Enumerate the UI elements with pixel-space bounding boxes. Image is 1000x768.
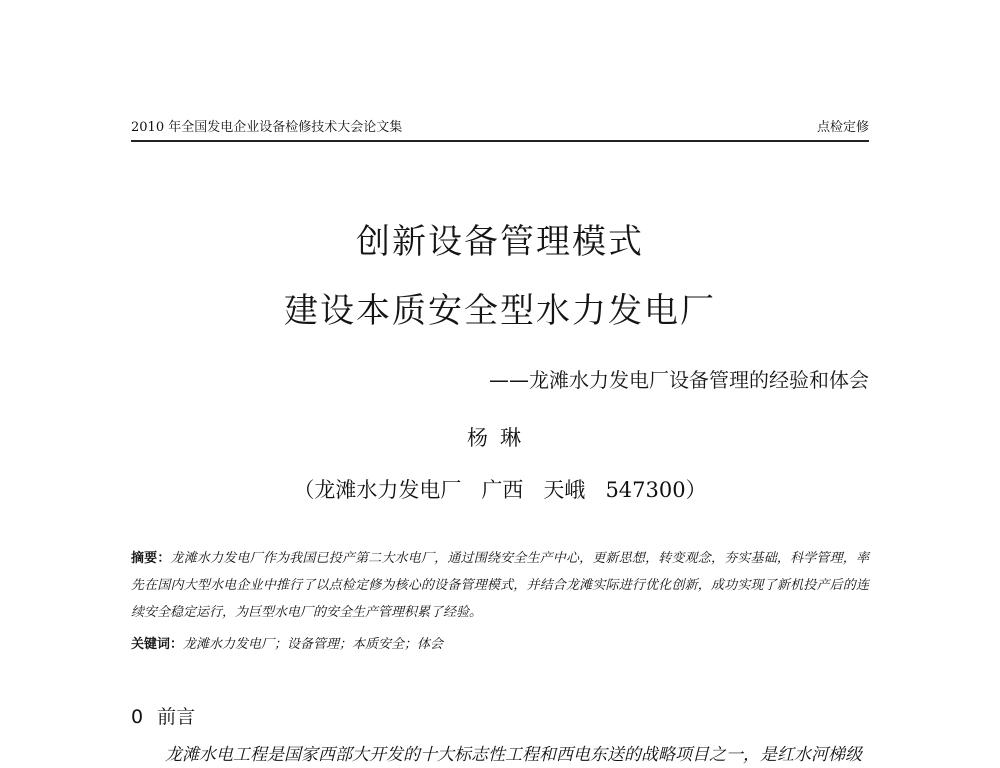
keywords-label: 关键词： [131, 637, 184, 652]
abstract [131, 545, 869, 626]
paper-subtitle: ——龙滩水力发电厂设备管理的经验和体会 [489, 368, 869, 392]
header-divider [131, 140, 869, 142]
paper-title-line-1: 创新设备管理模式 [356, 222, 644, 262]
running-head [131, 118, 869, 138]
author-affiliation: （龙滩水力发电厂 广西 天峨 547300） [293, 478, 707, 502]
section-title: 前言 [157, 706, 196, 728]
section-heading-intro [131, 702, 195, 729]
author-name: 杨琳 [467, 426, 533, 450]
keywords-text: 龙滩水力发电厂；设备管理；本质安全；体会 [183, 637, 444, 652]
body-paragraph: 龙滩水电工程是国家西部大开发的十大标志性工程和西电东送的战略项目之一，是红水河梯级 [165, 745, 862, 765]
abstract-text: 龙滩水力发电厂作为我国已投产第二大水电厂，通过围绕安全生产中心，更新思想，转变观念，夯实基础，科学管理，率先在国内大型水电企业中推行了以点检定修为核心的设备管理模式，并结合龙滩实际进行优化创新，成功实现了新机投产后的连续安全稳定运行，为巨型水电厂的安全生产管理积累了经验。 [131, 551, 869, 620]
running-head-section: 点检定修 [816, 120, 869, 135]
abstract-label: 摘要： [131, 551, 171, 566]
keywords [131, 631, 869, 658]
running-head-proceedings: 2010 年全国发电企业设备检修技术大会论文集 [131, 120, 403, 135]
section-number: 0 [131, 706, 144, 728]
paper-title-line-2: 建设本质安全型水力发电厂 [284, 291, 716, 331]
